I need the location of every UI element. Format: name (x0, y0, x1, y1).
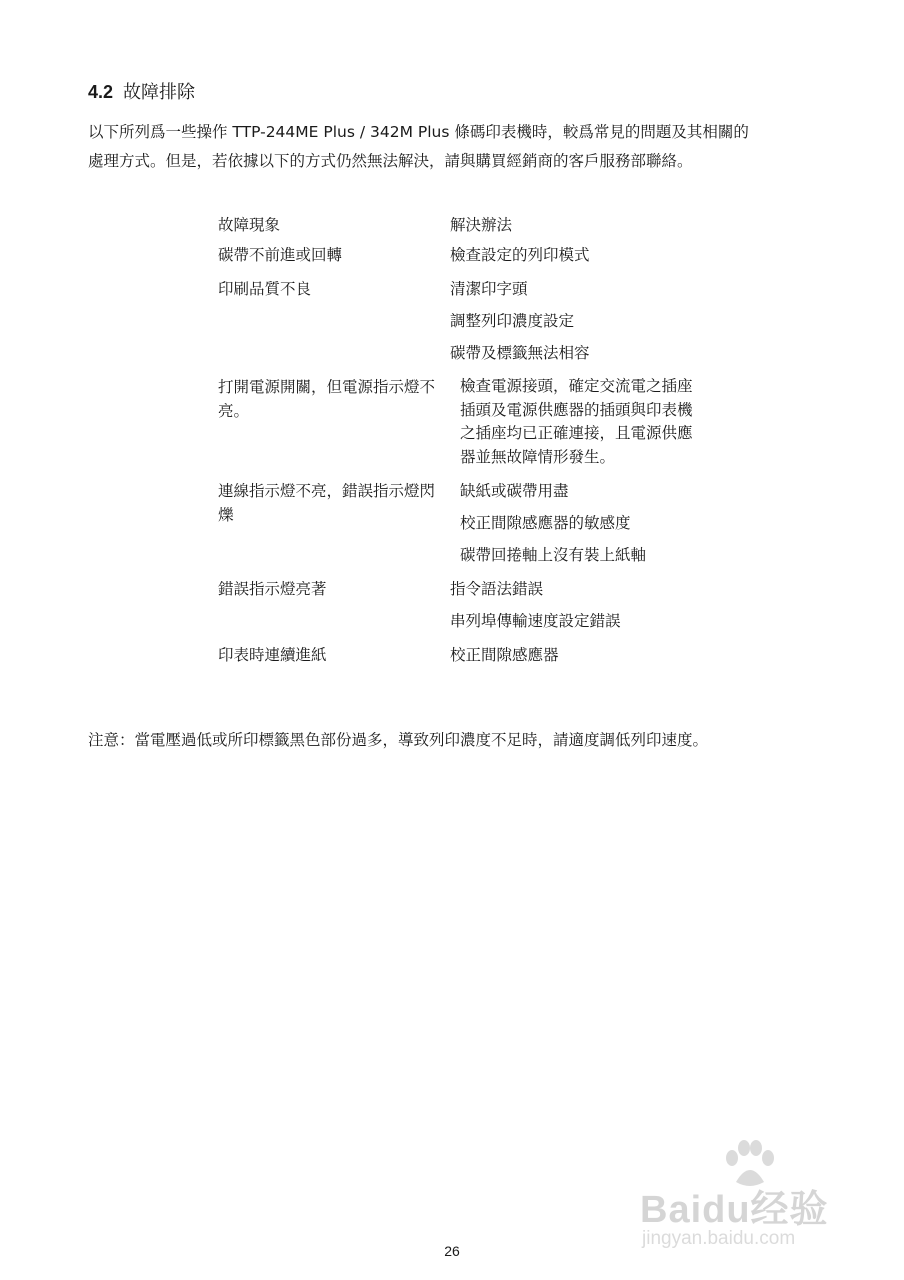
solution-item: 校正間隙感應器 (450, 646, 559, 664)
solution-item: 檢查電源接頭，確定交流電之插座插頭及電源供應器的插頭與印表機之插座均已正確連接，且電源供應器並無故障情形發生。 (460, 377, 693, 466)
problem-cell: 印表時連續進紙 (218, 646, 327, 664)
solutions-cell (460, 478, 708, 574)
problem-cell: 打開電源開關，但電源指示燈不亮。 (218, 378, 436, 420)
solutions-cell (450, 642, 698, 674)
page-number: 26 (444, 1243, 460, 1259)
table-row (218, 574, 698, 640)
note-text: 注意：當電壓過低或所印標籤黑色部份過多，導致列印濃度不足時，請適度調低列印速度。 (88, 731, 709, 749)
solution-item: 串列埠傳輸速度設定錯誤 (450, 612, 621, 630)
problem-cell: 錯誤指示燈亮著 (218, 580, 327, 598)
solutions-cell (450, 276, 698, 372)
intro-line: 以下所列爲一些操作 TTP-244ME Plus / 342M Plus 條碼印表機時，較爲常見的問題及其相關的 (88, 123, 749, 141)
solution-item: 缺紙或碳帶用盡 (460, 482, 569, 500)
solution-item: 調整列印濃度設定 (450, 312, 575, 330)
problem-cell: 碳帶不前進或回轉 (218, 246, 343, 264)
section-heading (88, 80, 195, 105)
solution-item: 碳帶回捲軸上沒有裝上紙軸 (460, 546, 647, 564)
solution-item: 校正間隙感應器的敏感度 (460, 514, 631, 532)
solution-item: 碳帶及標籤無法相容 (450, 344, 590, 362)
problem-cell: 印刷品質不良 (218, 280, 312, 298)
baidu-watermark (640, 1140, 880, 1250)
table-row (218, 240, 698, 274)
solution-item: 指令語法錯誤 (450, 580, 544, 598)
solutions-cell (460, 374, 708, 476)
header-solution: 解決辦法 (450, 216, 513, 234)
solution-item: 檢查設定的列印模式 (450, 246, 590, 264)
table-row (218, 274, 698, 372)
header-problem: 故障現象 (218, 216, 281, 234)
watermark-url: jingyan.baidu.com (642, 1228, 796, 1249)
table-header (218, 210, 698, 240)
section-title: 故障排除 (123, 82, 196, 103)
table-row (218, 640, 698, 674)
watermark-logo-text: Baidu经验 (640, 1189, 829, 1231)
solution-item: 清潔印字頭 (450, 280, 528, 298)
table-row (218, 476, 698, 574)
intro-line: 處理方式。但是，若依據以下的方式仍然無法解決，請與購買經銷商的客戶服務部聯絡。 (88, 152, 693, 170)
troubleshooting-table (218, 210, 698, 674)
problem-cell: 連線指示燈不亮，錯誤指示燈閃爍 (218, 482, 436, 524)
intro-paragraph (88, 118, 848, 176)
solutions-cell (450, 242, 698, 274)
table-row (218, 372, 698, 476)
solutions-cell (450, 576, 698, 640)
section-number: 4.2 (88, 82, 114, 102)
